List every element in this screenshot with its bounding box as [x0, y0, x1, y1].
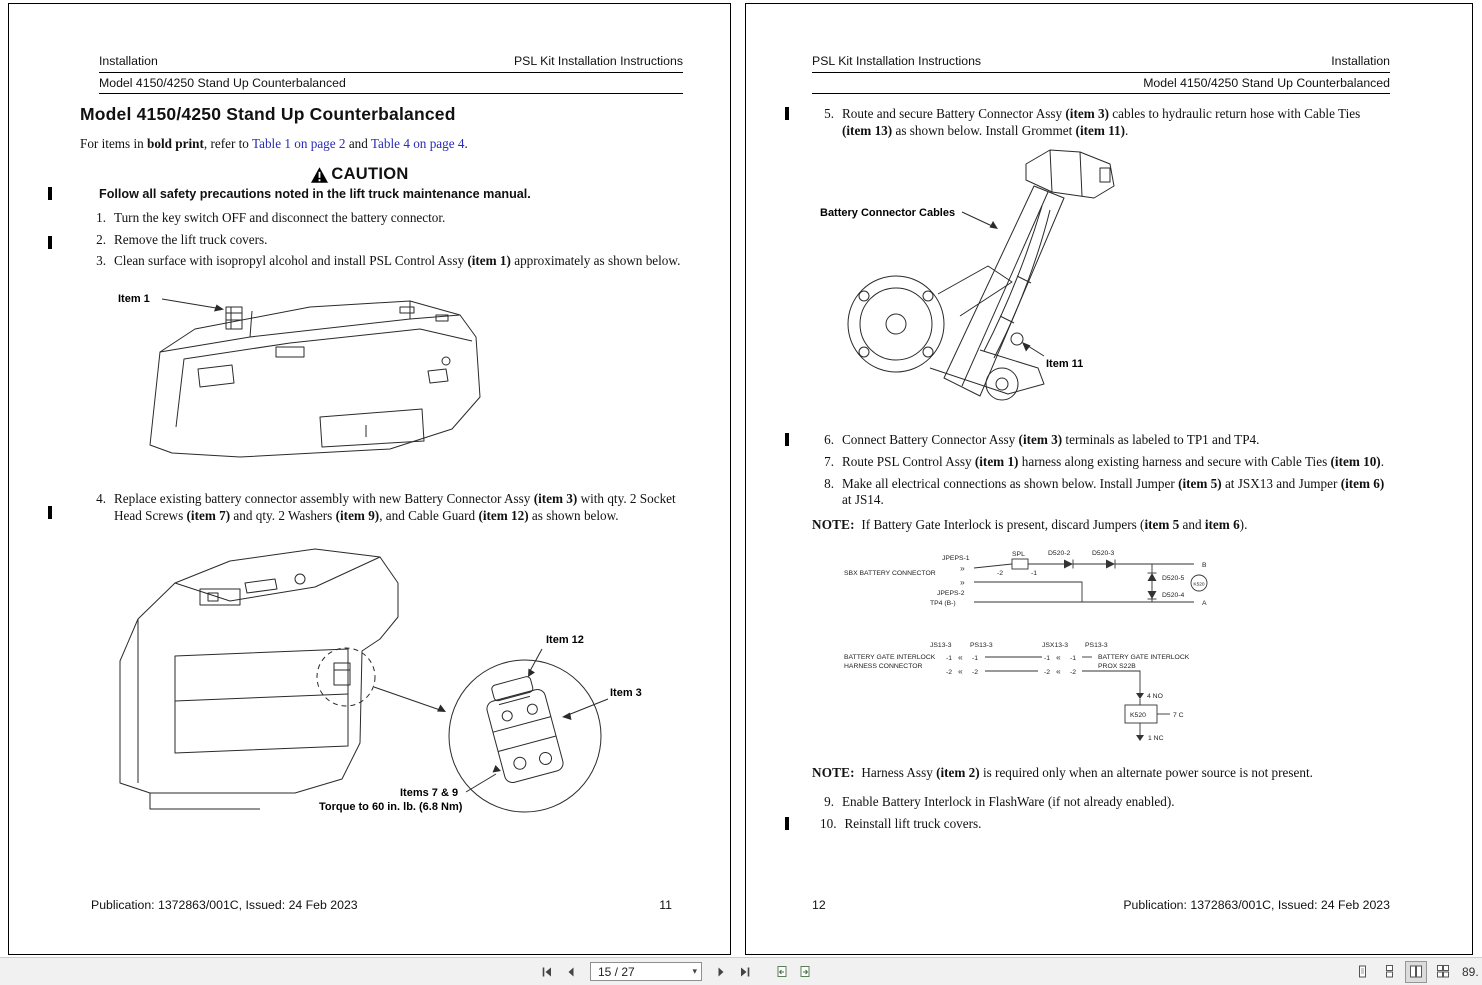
- single-page-view-icon: [1356, 965, 1369, 978]
- step-number: 4.: [96, 491, 106, 507]
- text-segment: , refer to: [203, 136, 252, 151]
- connector-chevron-icon: »: [960, 562, 965, 573]
- first-page-button[interactable]: [536, 961, 558, 983]
- step-text: Clean surface with isopropyl alcohol and install PSL Control Assy (item 1) approximately as shown below.: [114, 253, 681, 269]
- schem-sbx-label: SBX BATTERY CONNECTOR: [844, 569, 936, 577]
- previous-view-icon: [775, 965, 788, 978]
- schem-jsx13-label: JSX13-3: [1042, 641, 1069, 649]
- chevron-down-icon: ▾: [692, 966, 697, 976]
- facing-pages-view-button[interactable]: [1405, 961, 1427, 983]
- page-title: Model 4150/4250 Stand Up Counterbalanced: [80, 104, 456, 124]
- step-item: [820, 432, 1390, 449]
- page-number-combobox[interactable]: [590, 962, 702, 981]
- schem-terminal-a-label: A: [1202, 599, 1207, 607]
- continuous-facing-view-icon: [1436, 965, 1450, 978]
- doc-link[interactable]: Table 1 on page 2: [251, 136, 346, 151]
- next-page-button[interactable]: [710, 961, 732, 983]
- connector-chevron-icon: «: [1056, 651, 1061, 662]
- note-label: NOTE:: [812, 516, 855, 532]
- next-view-button[interactable]: [794, 961, 816, 983]
- running-header: [812, 54, 1390, 68]
- figure3-cables-label: Battery Connector Cables: [820, 207, 956, 220]
- continuous-view-button[interactable]: [1378, 961, 1400, 983]
- caution-text: Follow all safety precautions noted in the lift truck maintenance manual.: [99, 187, 531, 202]
- schem-d520-2-label: D520-2: [1048, 549, 1071, 557]
- step-text: Route PSL Control Assy (item 1) harness along existing harness and secure with Cable Ties (item 10).: [842, 453, 1384, 469]
- schem-k520-coil-label: K520: [1193, 582, 1205, 588]
- schem-prox-label: BATTERY GATE INTERLOCK: [1098, 653, 1190, 661]
- figure3-item11-label: Item 11: [1046, 358, 1084, 371]
- footer-publication: Publication: 1372863/001C, Issued: 24 Feb 2023: [91, 898, 358, 912]
- model-line: Model 4150/4250 Stand Up Counterbalanced: [99, 76, 683, 94]
- schem-prox-label: PROX S22B: [1098, 662, 1136, 670]
- schem-d520-3-label: D520-3: [1092, 549, 1115, 557]
- text-segment: For items in: [80, 136, 148, 151]
- page-indicator: 15 / 27: [598, 964, 635, 979]
- schem-jpeps1-label: JPEPS-1: [942, 554, 970, 562]
- caution-heading: [80, 165, 640, 184]
- step-number: 2.: [96, 231, 106, 247]
- page-number: 11: [659, 898, 672, 912]
- previous-view-button[interactable]: [770, 961, 792, 983]
- step-number: 7.: [824, 453, 834, 469]
- figure2-torque-label: Torque to 60 in. lb. (6.8 Nm): [319, 801, 463, 814]
- next-view-icon: [799, 965, 812, 978]
- step-text: Connect Battery Connector Assy (item 3) terminals as labeled to TP1 and TP4.: [842, 432, 1260, 448]
- connector-chevron-icon: »: [960, 576, 965, 587]
- figure2-item12-label: Item 12: [546, 634, 584, 647]
- step-number: 8.: [824, 475, 834, 491]
- step-item: [820, 476, 1390, 509]
- connector-chevron-icon: «: [1056, 665, 1061, 676]
- text-segment: bold print: [147, 136, 204, 151]
- figure1-item1-label: Item 1: [118, 293, 150, 306]
- step-list: [820, 106, 1390, 139]
- model-line: Model 4150/4250 Stand Up Counterbalanced: [812, 76, 1390, 94]
- continuous-view-icon: [1383, 965, 1396, 978]
- step-number: 6.: [824, 432, 834, 448]
- running-header-left: Installation: [99, 54, 158, 68]
- schem-4no-label: 4 NO: [1147, 692, 1163, 700]
- schem-ps13-label: PS13-3: [1085, 641, 1108, 649]
- change-bar: [785, 107, 789, 120]
- schem-d520-5-label: D520-5: [1162, 574, 1185, 582]
- running-header-right: Installation: [1331, 54, 1390, 68]
- schem-tp4-label: TP4 (B-): [930, 599, 956, 607]
- figure-wiring-schematic: [842, 547, 1390, 757]
- schem-spl-label: SPL: [1012, 550, 1025, 558]
- caution-label: CAUTION: [331, 165, 409, 184]
- schem-pin-label: -2: [946, 668, 953, 676]
- page-navigation-group: [536, 958, 816, 985]
- step-text: Remove the lift truck covers.: [114, 231, 268, 247]
- step-item: [92, 232, 683, 249]
- step-item: [92, 210, 683, 227]
- figure-cable-routing: [812, 146, 1390, 423]
- running-header-left: PSL Kit Installation Instructions: [812, 54, 982, 68]
- previous-page-icon: [565, 966, 577, 978]
- wiring-schematic-drawing: [842, 547, 1362, 752]
- schem-pin-label: -1: [1044, 654, 1051, 662]
- text-segment: .: [464, 136, 468, 151]
- step-list: [92, 210, 683, 270]
- view-mode-group: [1351, 958, 1482, 985]
- note-label: NOTE:: [812, 764, 855, 780]
- schem-k520-relay-label: K520: [1130, 711, 1146, 719]
- schem-pin-label: -1: [972, 654, 979, 662]
- schem-js13-label: JS13-3: [930, 641, 952, 649]
- schem-pin-label: -2: [997, 569, 1004, 577]
- step-list: [92, 491, 683, 524]
- page-footer: [812, 898, 1390, 912]
- figure-battery-connector-install: [80, 531, 683, 828]
- running-header-right: PSL Kit Installation Instructions: [513, 54, 683, 68]
- first-page-icon: [541, 966, 553, 978]
- schem-jpeps2-label: JPEPS-2: [937, 589, 965, 597]
- document-page-left: [8, 3, 731, 955]
- page-footer: [91, 898, 672, 912]
- change-bar: [48, 236, 52, 249]
- connector-chevron-icon: «: [958, 651, 963, 662]
- step-number: 9.: [824, 794, 834, 810]
- battery-connector-drawing: [80, 531, 683, 823]
- figure-psl-control-location: [80, 277, 683, 482]
- schem-pin-label: -2: [972, 668, 979, 676]
- step-item: [820, 816, 1390, 833]
- lift-truck-cover-drawing: [80, 277, 683, 477]
- change-bar: [785, 817, 789, 830]
- schem-7c-label: 7 C: [1173, 711, 1184, 719]
- step-item: [820, 106, 1390, 139]
- connector-chevron-icon: «: [958, 665, 963, 676]
- continuous-facing-view-button[interactable]: [1432, 961, 1454, 983]
- last-page-button[interactable]: [734, 961, 756, 983]
- running-header: [99, 54, 683, 68]
- step-item: [92, 491, 683, 524]
- schem-terminal-b-label: B: [1202, 561, 1207, 569]
- step-item: [820, 454, 1390, 471]
- schem-bgi-harness-label: BATTERY GATE INTERLOCK: [844, 653, 936, 661]
- next-page-icon: [715, 966, 727, 978]
- previous-page-button[interactable]: [560, 961, 582, 983]
- step-number: 1.: [96, 210, 106, 226]
- note-text: Harness Assy (item 2) is required only when an alternate power source is not present.: [861, 764, 1313, 780]
- document-page-right: [745, 3, 1473, 955]
- step-text: Route and secure Battery Connector Assy (item 3) cables to hydraulic return hose with Cable Ties (item 13) as shown below. Install Grommet (item 11).: [842, 106, 1361, 138]
- step-number: 10.: [820, 816, 837, 831]
- step-item: [820, 794, 1390, 811]
- step-number: 3.: [96, 253, 106, 269]
- step-text: Enable Battery Interlock in FlashWare (if not already enabled).: [842, 794, 1175, 810]
- change-bar: [785, 433, 789, 446]
- step-text: Reinstall lift truck covers.: [844, 816, 982, 831]
- schem-d520-4-label: D520-4: [1162, 591, 1185, 599]
- change-bar: [48, 506, 52, 519]
- last-page-icon: [739, 966, 751, 978]
- facing-pages-view-icon: [1409, 965, 1423, 978]
- single-page-view-button[interactable]: [1351, 961, 1373, 983]
- note-text: If Battery Gate Interlock is present, discard Jumpers (item 5 and item 6).: [861, 516, 1248, 532]
- step-list: [820, 794, 1390, 832]
- schem-pin-label: -1: [1070, 654, 1077, 662]
- schem-pin-label: -1: [946, 654, 953, 662]
- text-segment: and: [345, 136, 371, 151]
- header-rule: [812, 72, 1390, 73]
- note: [812, 765, 1390, 782]
- figure2-item3-label: Item 3: [610, 687, 642, 700]
- schem-ps13-label: PS13-3: [970, 641, 993, 649]
- step-text: Make all electrical connections as shown below. Install Jumper (item 5) at JSX13 and Jumper (item 6) at JS14.: [842, 475, 1385, 508]
- step-text: Replace existing battery connector assembly with new Battery Connector Assy (item 3) with qty. 2 Socket Head Screws (item 7) and qty. 2 Washers (item 9), and Cable Guard (item 12) as shown below.: [114, 491, 676, 523]
- step-list: [820, 432, 1390, 509]
- viewer-toolbar: [0, 957, 1482, 985]
- warning-triangle-icon: [311, 167, 328, 183]
- page-number: 12: [812, 898, 826, 912]
- step-number: 5.: [824, 106, 834, 121]
- doc-link[interactable]: Table 4 on page 4: [370, 136, 465, 151]
- schem-1nc-label: 1 NC: [1148, 734, 1164, 742]
- schem-pin-label: -2: [1044, 668, 1051, 676]
- step-text: Turn the key switch OFF and disconnect the battery connector.: [114, 210, 446, 226]
- header-rule: [99, 72, 683, 73]
- mast-assembly-drawing: [812, 146, 1390, 418]
- note: [812, 517, 1390, 534]
- schem-pin-label: -1: [1031, 569, 1038, 577]
- step-item: [92, 253, 683, 270]
- schem-bgi-harness-label: HARNESS CONNECTOR: [844, 662, 923, 670]
- intro-text: [80, 136, 683, 152]
- change-bar: [48, 187, 52, 200]
- schem-pin-label: -2: [1070, 668, 1077, 676]
- zoom-level[interactable]: 89.: [1462, 964, 1479, 979]
- footer-publication: Publication: 1372863/001C, Issued: 24 Feb 2023: [1123, 898, 1390, 912]
- figure2-items79-label: Items 7 & 9: [400, 787, 459, 800]
